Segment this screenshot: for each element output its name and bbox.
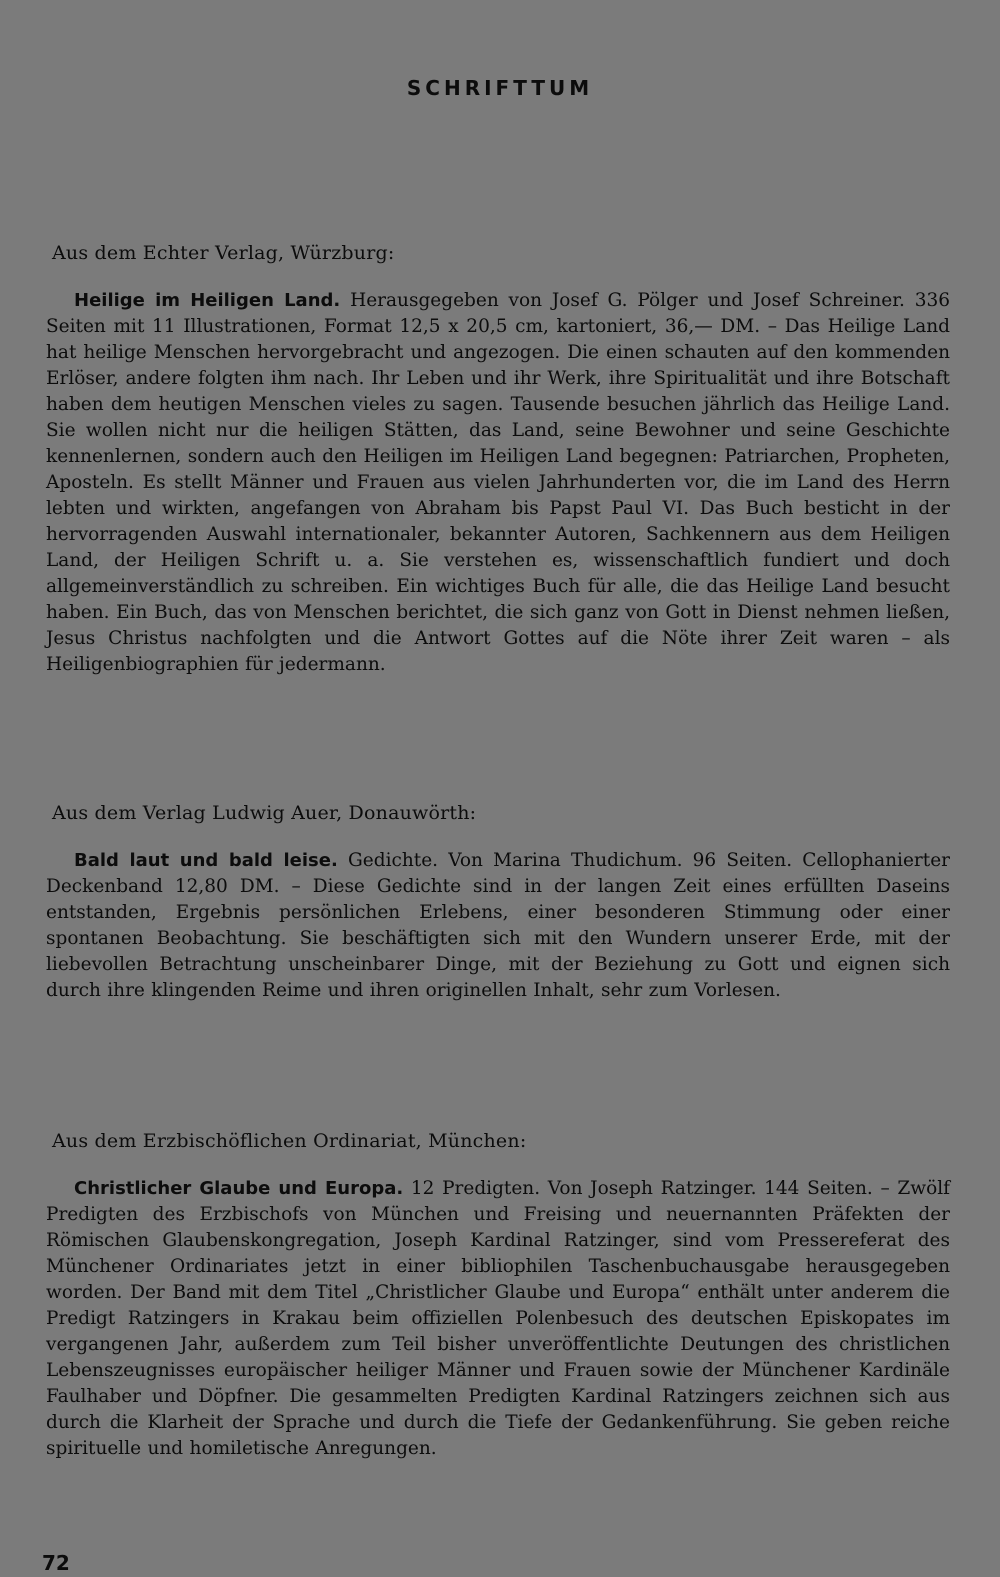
page-number: 72 [42, 1551, 70, 1575]
book-title: Heilige im Heiligen Land. [74, 290, 341, 311]
review-text: 12 Predigten. Von Joseph Ratzinger. 144 Seiten. – Zwölf Predigten des Erzbischofs von München und Freising und neuernannten Präfekten der Römischen Glaubenskongregation, Joseph Kardinal Ratzinger, sind vom Pressereferat des Münchener Ordinariates jetzt in einer bibliophilen Taschenbuchausgabe herausgegeben worden. Der Band mit dem Titel „Christlicher Glaube und Europa“ enthält unter anderem die Predigt Ratzingers in Krakau beim offiziellen Polenbesuch des deutschen Episkopates im vergangenen Jahr, außerdem zum Teil bisher unveröffentlichte Deutungen des christlichen Lebenszeugnisses europäischer heiliger Männer und Frauen sowie der Münchener Kardinäle Faulhaber und Döpfner. Die gesammelten Predigten Kardinal Ratzingers zeichnen sich aus durch die Klarheit der Sprache und durch die Tiefe der Gedankenführung. Sie geben reiche spirituelle und homiletische Anregungen. [46, 1178, 950, 1459]
publisher-line: Aus dem Erzbischöflichen Ordinariat, München: [52, 1130, 527, 1152]
book-title: Bald laut und bald leise. [74, 850, 338, 871]
page-heading: SCHRIFTTUM [406, 76, 594, 100]
review-section-ordinariat [46, 1128, 950, 1462]
book-title: Christlicher Glaube und Europa. [74, 1178, 404, 1199]
publisher-line: Aus dem Verlag Ludwig Auer, Donauwörth: [52, 802, 477, 824]
review-paragraph [46, 288, 950, 678]
review-text: Herausgegeben von Josef G. Pölger und Josef Schreiner. 336 Seiten mit 11 Illustrationen, Format 12,5 x 20,5 cm, kartoniert, 36,— DM. – Das Heilige Land hat heilige Menschen hervorgebracht und angezogen. Die einen schauten auf den kommenden Erlöser, andere folgten ihm nach. Ihr Leben und ihr Werk, ihre Spiritualität und ihre Botschaft haben dem heutigen Menschen vieles zu sagen. Tausende besuchen jährlich das Heilige Land. Sie wollen nicht nur die heiligen Stätten, das Land, seine Bewohner und seine Geschichte kennenlernen, sondern auch den Heiligen im Heiligen Land begegnen: Patriarchen, Propheten, Aposteln. Es stellt Männer und Frauen aus vielen Jahrhunderten vor, die im Land des Herrn lebten und wirkten, angefangen von Abraham bis Papst Paul VI. Das Buch besticht in der hervorragenden Auswahl internationaler, bekannter Autoren, Sachkennern aus dem Heiligen Land, der Heiligen Schrift u. a. Sie verstehen es, wissenschaftlich fundiert und doch allgemeinverständlich zu schreiben. Ein wichtiges Buch für alle, die das Heilige Land besucht haben. Ein Buch, das von Menschen berichtet, die sich ganz von Gott in Dienst nehmen ließen, Jesus Christus nachfolgten und die Antwort Gottes auf die Nöte ihrer Zeit waren – als Heiligenbiographien für jedermann. [46, 290, 951, 675]
review-paragraph [46, 1176, 950, 1462]
review-section-auer [46, 800, 950, 1004]
review-section-echter [46, 240, 950, 678]
review-paragraph [46, 848, 950, 1004]
review-text: Gedichte. Von Marina Thudichum. 96 Seiten. Cellophanierter Deckenband 12,80 DM. – Diese Gedichte sind in der langen Zeit eines erfüllten Daseins entstanden, Ergebnis persönlichen Erlebens, einer besonderen Stimmung oder einer spontanen Beobachtung. Sie beschäftigten sich mit den Wundern unserer Erde, mit der liebevollen Betrachtung unscheinbarer Dinge, mit der Beziehung zu Gott und eignen sich durch ihre klingenden Reime und ihren originellen Inhalt, sehr zum Vorlesen. [46, 850, 950, 1001]
publisher-line: Aus dem Echter Verlag, Würzburg: [52, 242, 395, 264]
